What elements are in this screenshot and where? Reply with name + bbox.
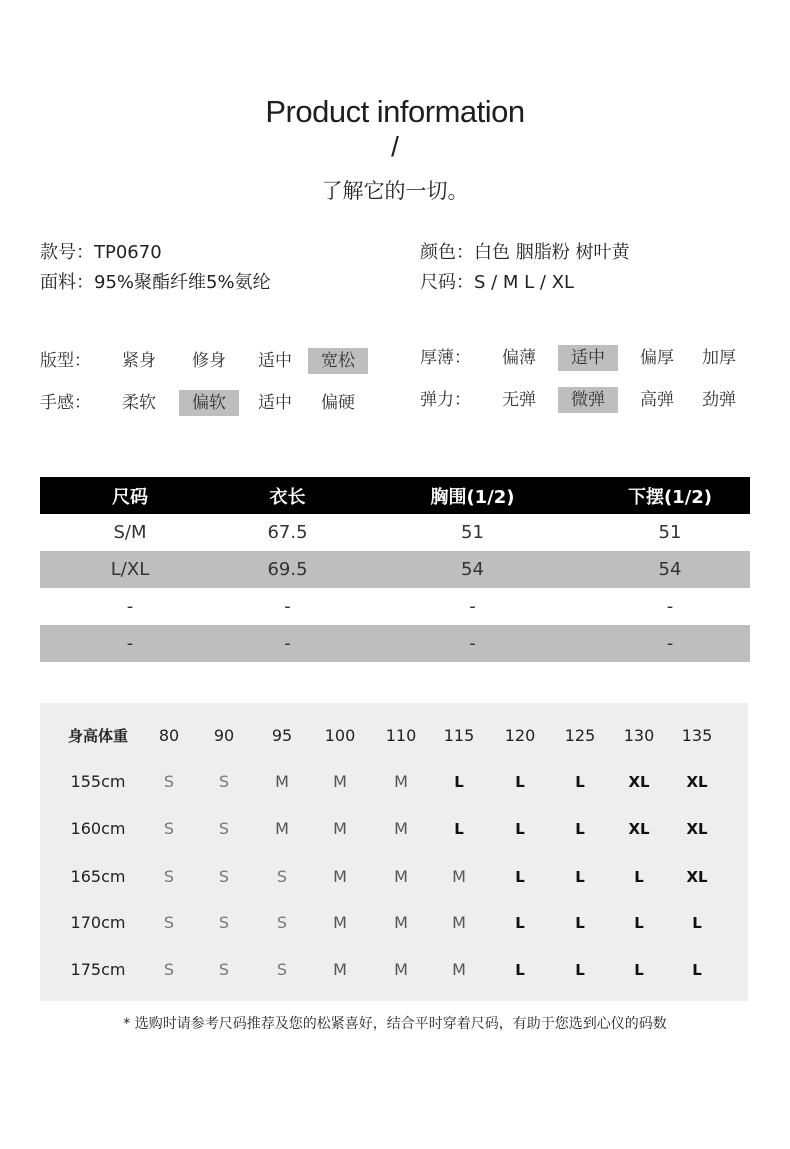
recommended-size: XL [628,820,650,838]
style-number: 款号：TP0670 [40,242,162,263]
recommended-size: L [575,868,585,886]
attribute-option-selected: 宽松 [308,348,368,374]
table-cell: - [284,633,291,654]
table-row [40,551,750,588]
recommended-size: S [163,960,175,979]
recommended-size: XL [686,773,708,791]
recommended-size: S [218,819,230,838]
recommended-size: S [218,913,230,932]
attribute-option: 偏厚 [640,348,674,368]
table-cell: - [284,596,291,617]
attribute-option: 适中 [258,393,292,413]
attribute-option: 偏硬 [321,393,355,413]
recommended-size: L [634,868,644,886]
attribute-option-selected: 偏软 [179,390,239,416]
weight-header: 135 [681,726,713,745]
weight-header: 95 [271,726,293,745]
table-row [40,588,750,625]
attribute-option: 紧身 [122,351,156,371]
table-cell: - [126,596,134,617]
page-subtitle: 了解它的一切。 [321,179,469,203]
recommended-size: S [163,913,175,932]
table-cell: 67.5 [267,522,308,543]
header-hem: 下摆(1/2) [627,486,713,508]
table-cell: L/XL [110,559,150,580]
attribute-option: 劲弹 [702,390,736,410]
attribute-option: 柔软 [122,393,156,413]
measurement-header-row [40,477,750,514]
page-title: Product information [265,94,525,129]
size-chart-corner-label: 身高体重 [67,727,129,745]
table-cell: - [666,633,674,654]
table-row [40,625,750,662]
table-cell: - [469,633,476,654]
recommended-size: S [218,867,230,886]
recommended-size: L [634,914,644,932]
recommended-size: XL [686,820,708,838]
table-cell: 54 [658,559,682,580]
weight-header: 100 [324,726,356,745]
color-info: 颜色：白色 胭脂粉 树叶黄 [420,242,630,263]
recommended-size: L [575,773,585,791]
recommended-size: XL [686,868,708,886]
size-chart-row [40,865,748,889]
recommended-size: M [452,960,466,979]
table-cell: - [666,596,674,617]
attribute-option: 偏薄 [502,348,536,368]
recommended-size: M [275,772,289,791]
measurement-table [40,477,750,662]
table-cell: 51 [461,522,484,543]
size-chart-header-row [40,724,748,748]
recommended-size: L [515,820,525,838]
recommended-size: L [515,773,525,791]
weight-header: 130 [623,726,655,745]
recommended-size: S [163,819,175,838]
header-length: 衣长 [269,486,306,508]
attribute-label: 弹力： [420,390,471,410]
height-label: 170cm [70,913,126,932]
recommended-size: M [452,913,466,932]
attribute-option: 修身 [192,351,226,371]
title-slash: / [391,131,399,162]
attribute-option: 高弹 [640,390,674,410]
recommended-size: L [515,914,525,932]
table-cell: S/M [113,522,147,543]
height-label: 165cm [70,867,126,886]
recommended-size: M [394,960,408,979]
weight-header: 90 [213,726,235,745]
recommended-size: M [394,913,408,932]
recommended-size: S [218,960,230,979]
table-cell: - [126,633,134,654]
fabric-info: 面料：95%聚酯纤维5%氨纶 [40,272,271,293]
table-cell: 69.5 [267,559,308,580]
recommended-size: L [692,961,702,979]
recommended-size: L [692,914,702,932]
recommended-size: M [394,867,408,886]
attribute-label: 手感： [40,393,91,413]
attribute-option: 无弹 [502,390,536,410]
size-info: 尺码：S / M L / XL [420,272,575,293]
recommended-size: S [218,772,230,791]
table-row [40,514,750,551]
recommended-size: S [276,913,288,932]
recommended-size: M [333,913,347,932]
recommended-size: M [275,819,289,838]
recommended-size: L [515,868,525,886]
attribute-row [0,345,790,371]
attribute-label: 版型： [40,351,91,371]
recommended-size: L [575,820,585,838]
recommended-size: L [454,820,464,838]
height-label: 160cm [70,819,126,838]
recommended-size: S [163,867,175,886]
weight-header: 80 [158,726,180,745]
attribute-option-selected: 适中 [558,345,618,371]
table-cell: 51 [658,522,682,543]
recommended-size: S [276,867,288,886]
recommended-size: L [454,773,464,791]
attribute-label: 厚薄： [420,348,471,368]
size-chart-row [40,817,748,841]
size-chart-row [40,911,748,935]
header-size: 尺码 [112,486,148,508]
size-recommendation-chart [40,703,748,1001]
table-cell: 54 [461,559,484,580]
height-label: 175cm [70,960,126,979]
recommended-size: M [333,772,347,791]
attribute-option: 加厚 [702,348,736,368]
table-cell: - [469,596,476,617]
header-chest: 胸围(1/2) [430,486,515,508]
weight-header: 110 [385,726,417,745]
recommended-size: M [333,960,347,979]
recommended-size: S [163,772,175,791]
attribute-option: 适中 [258,351,292,371]
height-label: 155cm [70,772,126,791]
recommended-size: M [333,819,347,838]
recommended-size: XL [628,773,650,791]
attribute-option-selected: 微弹 [558,387,618,413]
recommended-size: L [634,961,644,979]
weight-header: 125 [564,726,596,745]
size-chart-row [40,958,748,982]
recommended-size: M [394,819,408,838]
recommended-size: M [452,867,466,886]
recommended-size: L [575,914,585,932]
recommended-size: M [394,772,408,791]
weight-header: 115 [443,726,475,745]
recommended-size: L [515,961,525,979]
size-chart-row [40,770,748,794]
recommended-size: M [333,867,347,886]
weight-header: 120 [504,726,536,745]
recommended-size: L [575,961,585,979]
recommended-size: S [276,960,288,979]
footnote: * 选购时请参考尺码推荐及您的松紧喜好，结合平时穿着尺码，有助于您选到心仪的码数 [123,1016,667,1032]
attribute-row [0,387,790,413]
